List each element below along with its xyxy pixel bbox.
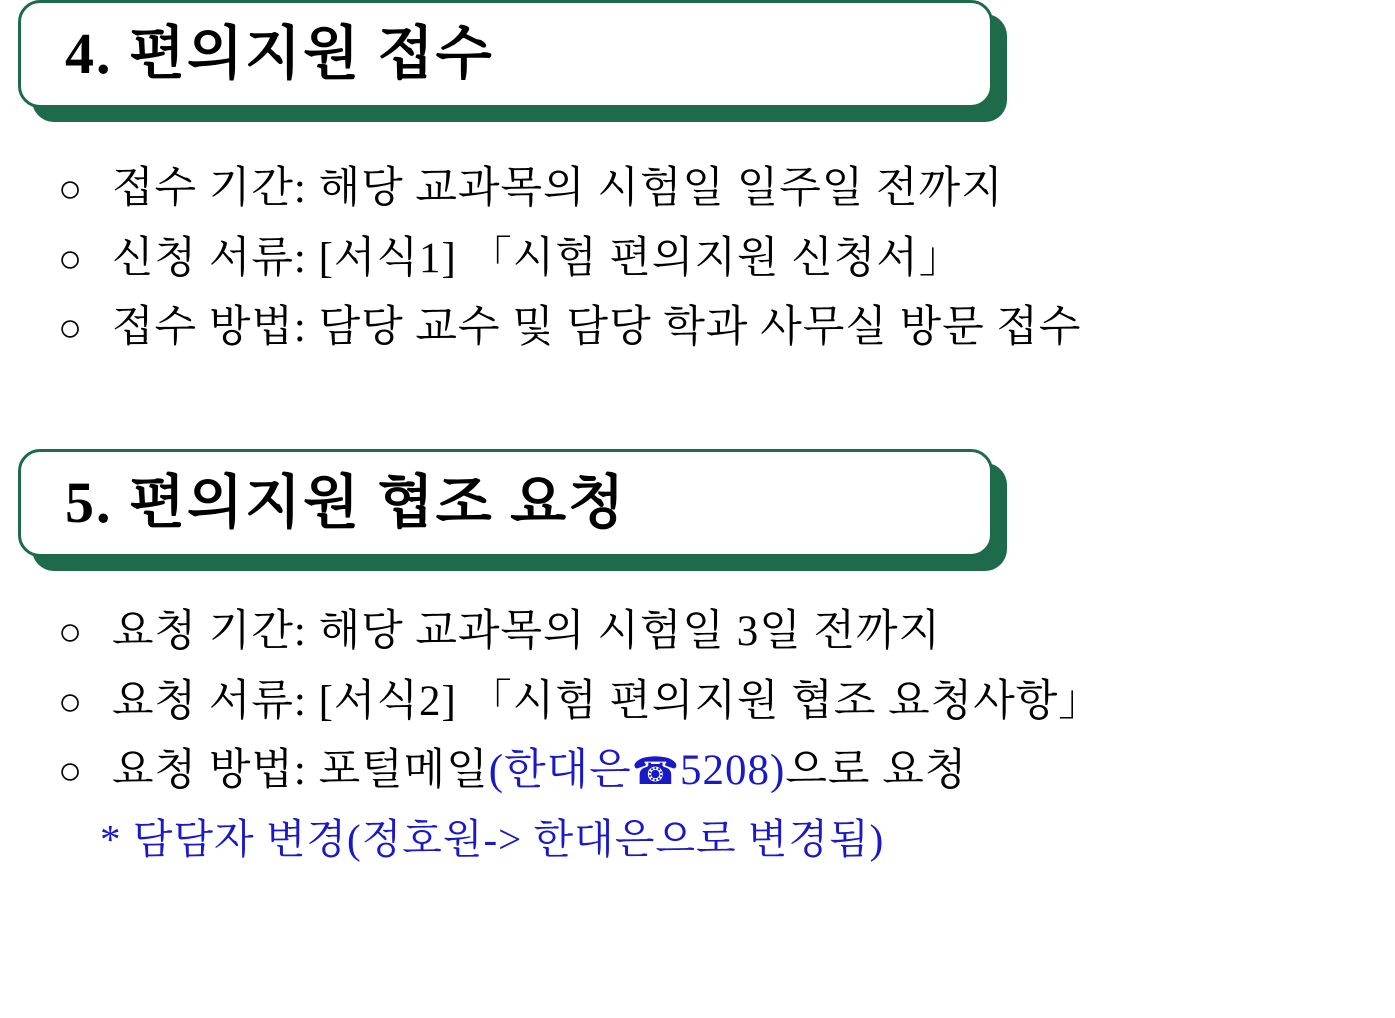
circle-bullet-icon: ○ <box>58 235 84 281</box>
list-item-text: 신청 서류: [서식1] 「시험 편의지원 신청서」 <box>112 234 963 282</box>
section-5-heading: 5. 편의지원 협조 요청 <box>65 469 627 535</box>
circle-bullet-icon: ○ <box>58 305 84 351</box>
list-item-text: 접수 기간: 해당 교과목의 시험일 일주일 전까지 <box>112 165 1004 212</box>
section-5-banner <box>18 449 993 557</box>
circle-bullet-icon: ○ <box>58 748 84 794</box>
section-4-heading: 4. 편의지원 접수 <box>65 21 494 86</box>
section-5-note: * 담담자 변경(정호원-> 한대은으로 변경됨) <box>100 815 885 862</box>
contact-name-open: (한대은 <box>488 747 632 795</box>
list-item-text: 접수 방법: 담당 교수 및 담당 학과 사무실 방문 접수 <box>112 304 1082 352</box>
section-4 <box>0 0 1395 363</box>
circle-bullet-icon: ○ <box>58 608 84 654</box>
banner-box <box>18 449 993 557</box>
section-5-bullet-list <box>0 597 1395 872</box>
list-item <box>58 597 1395 667</box>
list-item-text: 요청 서류: [서식2] 「시험 편의지원 협조 요청사항」 <box>112 677 1103 725</box>
list-item <box>58 224 1395 294</box>
section-5 <box>0 449 1395 872</box>
list-item <box>58 736 1395 806</box>
section-divider-space <box>0 363 1395 449</box>
list-item-text-prefix: 요청 방법: 포털메일 <box>112 747 489 795</box>
section-4-banner <box>18 0 993 108</box>
list-item <box>58 293 1395 363</box>
list-item <box>58 154 1395 224</box>
section-4-bullet-list <box>0 154 1395 363</box>
circle-bullet-icon: ○ <box>58 678 84 724</box>
telephone-icon: ☎ <box>631 749 681 794</box>
contact-extension: 5208) <box>680 747 786 795</box>
list-item <box>58 667 1395 737</box>
circle-bullet-icon: ○ <box>58 166 84 211</box>
banner-box <box>18 0 993 108</box>
list-item-text: 요청 기간: 해당 교과목의 시험일 3일 전까지 <box>112 607 942 655</box>
list-item-text-suffix: 으로 요청 <box>785 747 968 795</box>
